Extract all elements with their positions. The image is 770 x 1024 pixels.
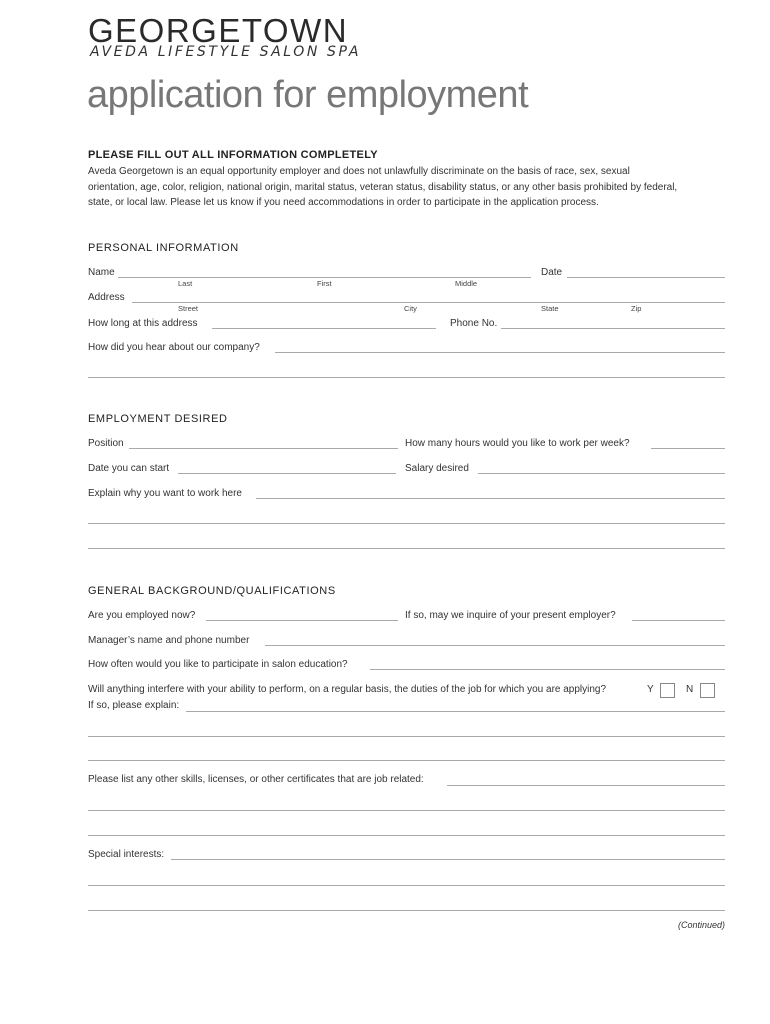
date-field[interactable] — [567, 277, 725, 278]
background-heading: GENERAL BACKGROUND/QUALIFICATIONS — [88, 585, 336, 597]
address-field[interactable] — [132, 302, 725, 303]
inquire-label: If so, may we inquire of your present employer? — [405, 610, 616, 621]
page-title: application for employment — [87, 74, 529, 116]
hours-label: How many hours would you like to work per week? — [405, 438, 630, 449]
intro-paragraph: Aveda Georgetown is an equal opportunity employer and does not unlawfully discriminate on the basis of race, sex, sexual orientation, age, color, religion, national origin, marital status, veteran status, disability status, or any other basis prohibited by federal, state, or local law. Please let us know if you need accommodations in order to participate in the application process. — [88, 166, 678, 208]
last-sublabel: Last — [178, 279, 193, 288]
state-sublabel: State — [541, 304, 559, 313]
interests-line-3[interactable] — [88, 910, 725, 911]
logo-subtitle: AVEDA LIFESTYLE SALON SPA — [90, 44, 362, 60]
position-field[interactable] — [129, 448, 398, 449]
please-explain-line-3[interactable] — [88, 760, 725, 761]
interests-label: Special interests: — [88, 849, 165, 860]
employed-field[interactable] — [206, 620, 398, 621]
intro-heading: PLEASE FILL OUT ALL INFORMATION COMPLETELY — [88, 149, 378, 161]
no-label: N — [686, 684, 694, 695]
skills-label: Please list any other skills, licenses, or other certificates that are job related: — [88, 774, 424, 785]
how-long-label: How long at this address — [88, 318, 198, 329]
personal-heading: PERSONAL INFORMATION — [88, 242, 239, 254]
phone-field[interactable] — [501, 328, 725, 329]
interfere-label: Will anything interfere with your ability to perform, on a regular basis, the duties of the job for which you are applying? — [88, 684, 607, 695]
continued-note: (Continued) — [678, 920, 726, 930]
start-date-label: Date you can start — [88, 463, 170, 474]
explain-why-field[interactable] — [256, 498, 725, 499]
first-sublabel: First — [317, 279, 332, 288]
explain-why-line-3[interactable] — [88, 548, 725, 549]
explain-why-line-2[interactable] — [88, 523, 725, 524]
skills-line-3[interactable] — [88, 835, 725, 836]
education-field[interactable] — [370, 669, 725, 670]
street-sublabel: Street — [178, 304, 199, 313]
hear-field[interactable] — [275, 352, 725, 353]
address-label: Address — [88, 292, 125, 303]
how-long-field[interactable] — [212, 328, 436, 329]
please-explain-field[interactable] — [186, 711, 725, 712]
employed-label: Are you employed now? — [88, 610, 196, 621]
position-label: Position — [88, 438, 124, 449]
explain-why-label: Explain why you want to work here — [88, 488, 242, 499]
yes-checkbox[interactable] — [660, 683, 675, 698]
hear-field-line-2[interactable] — [88, 377, 725, 378]
interests-field[interactable] — [171, 859, 725, 860]
yes-label: Y — [647, 684, 654, 695]
hear-label: How did you hear about our company? — [88, 342, 260, 353]
zip-sublabel: Zip — [631, 304, 642, 313]
skills-field[interactable] — [447, 785, 725, 786]
middle-sublabel: Middle — [455, 279, 478, 288]
city-sublabel: City — [404, 304, 417, 313]
date-label: Date — [541, 267, 563, 278]
start-date-field[interactable] — [178, 473, 396, 474]
salary-field[interactable] — [478, 473, 725, 474]
phone-label: Phone No. — [450, 318, 498, 329]
salary-label: Salary desired — [405, 463, 469, 474]
manager-field[interactable] — [265, 645, 725, 646]
employment-heading: EMPLOYMENT DESIRED — [88, 413, 228, 425]
interests-line-2[interactable] — [88, 885, 725, 886]
inquire-field[interactable] — [632, 620, 725, 621]
name-label: Name — [88, 267, 115, 278]
name-field[interactable] — [118, 277, 531, 278]
please-explain-label: If so, please explain: — [88, 700, 180, 711]
no-checkbox[interactable] — [700, 683, 715, 698]
education-label: How often would you like to participate in salon education? — [88, 659, 348, 670]
please-explain-line-2[interactable] — [88, 736, 725, 737]
logo-title: GEORGETOWN — [88, 12, 349, 49]
hours-field[interactable] — [651, 448, 725, 449]
skills-line-2[interactable] — [88, 810, 725, 811]
manager-label: Manager’s name and phone number — [88, 635, 250, 646]
